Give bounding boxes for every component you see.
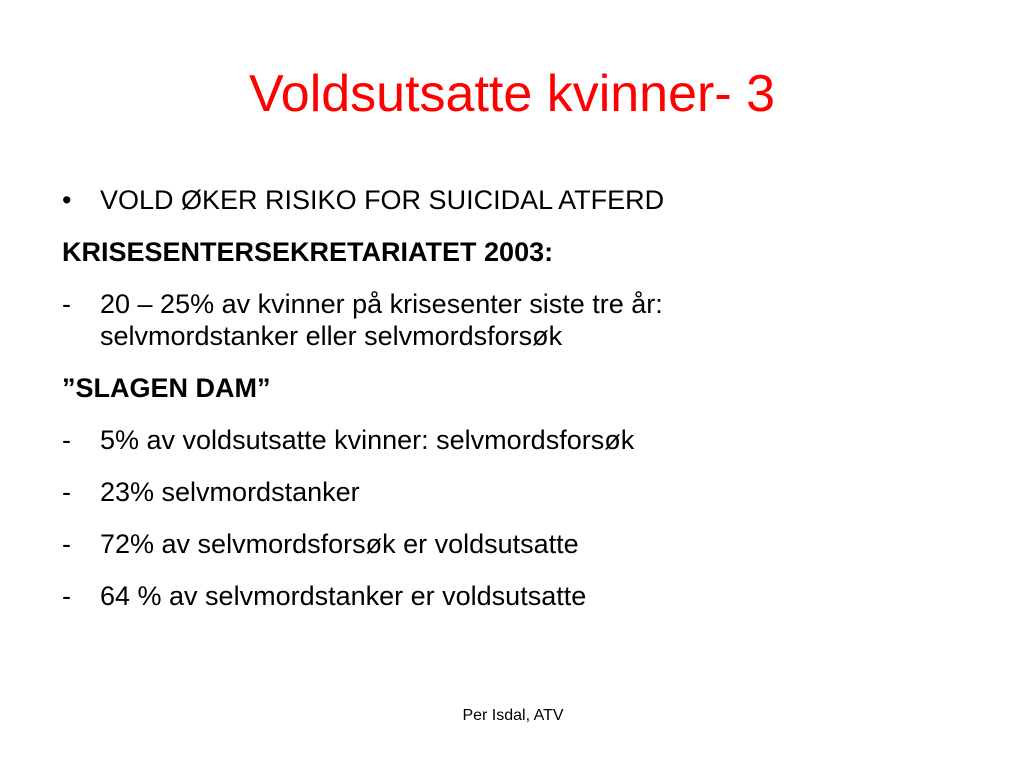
dash-marker: - <box>62 289 71 319</box>
list-item <box>62 288 962 352</box>
bullet-marker: • <box>62 185 72 215</box>
list-item-text: 5% av voldsutsatte kvinner: selvmordsforsøk <box>100 425 635 455</box>
section-heading-slagen-dam: ”SLAGEN DAM” <box>62 373 271 403</box>
dash-marker: - <box>62 581 71 611</box>
dash-marker: - <box>62 529 71 559</box>
list-item-text: 20 – 25% av kvinner på krisesenter siste tre år: <box>100 289 663 319</box>
dash-marker: - <box>62 477 71 507</box>
slide-title: Voldsutsatte kvinner- 3 <box>248 65 776 123</box>
list-item-text: 23% selvmordstanker <box>100 477 360 507</box>
section-heading-krisesenter: KRISESENTERSEKRETARIATET 2003: <box>62 237 554 267</box>
list-item <box>62 580 962 612</box>
bullet-item <box>62 184 962 216</box>
list-item-text-continued: selvmordstanker eller selvmordsforsøk <box>100 321 563 351</box>
footer-text: Per Isdal, ATV <box>462 707 564 724</box>
list-item-text: 64 % av selvmordstanker er voldsutsatte <box>100 581 587 611</box>
list-item <box>62 528 962 560</box>
list-item-text: 72% av selvmordsforsøk er voldsutsatte <box>100 529 579 559</box>
list-item <box>62 476 962 508</box>
bullet-item-text: VOLD ØKER RISIKO FOR SUICIDAL ATFERD <box>100 185 665 215</box>
slide-footer <box>0 706 1024 726</box>
list-item <box>62 424 962 456</box>
dash-marker: - <box>62 425 71 455</box>
slide-body <box>62 184 962 612</box>
